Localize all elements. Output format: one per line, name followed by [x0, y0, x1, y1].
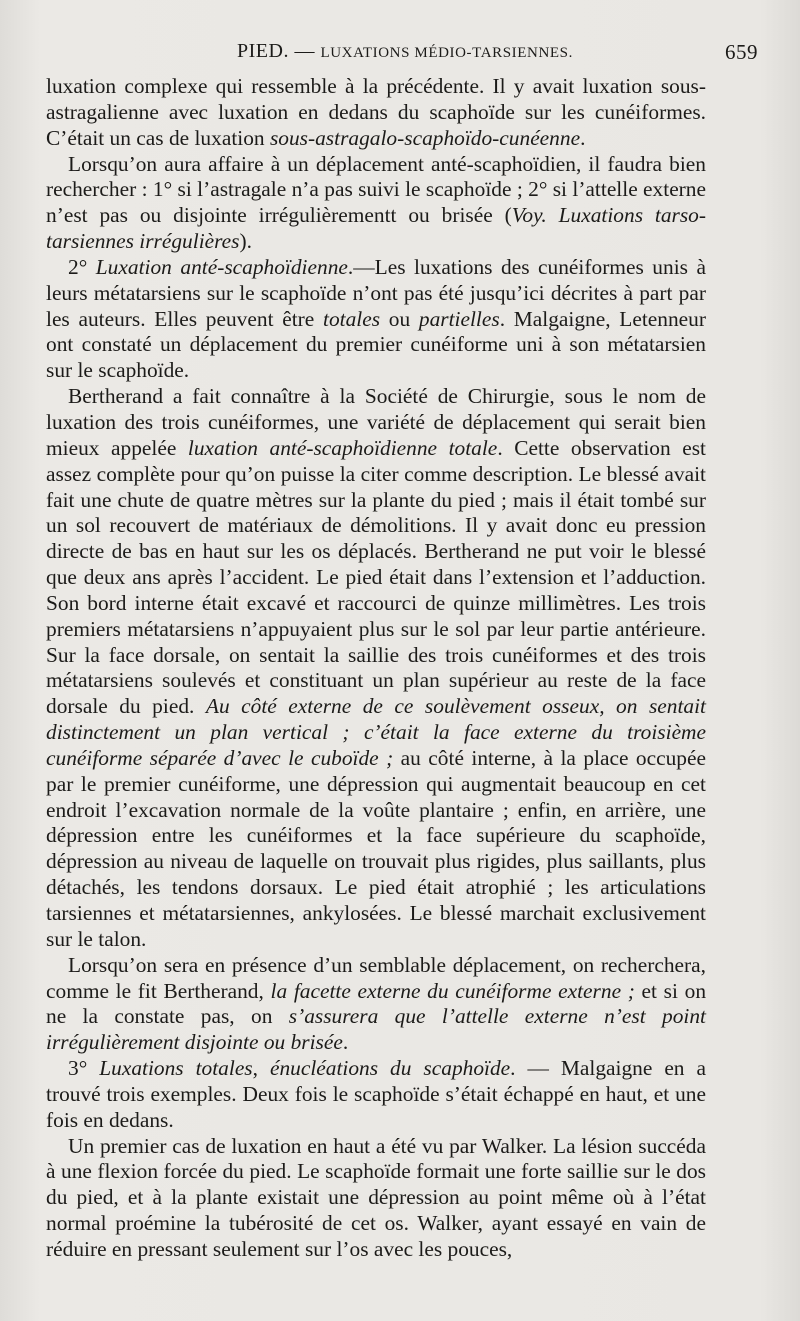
- chapter-title: PIED.: [237, 40, 289, 62]
- text-run: Bertherand a fait connaître à la Société de Chirurgie, sous le nom de luxation des trois cunéiformes, une variété de déplacement qui serait bien mieux appelée: [46, 384, 706, 460]
- text-run: .—Les luxations des cunéiformes unis à leurs métatarsiens sur le scaphoïde n’ont pas été jusqu’ici décrites à part par les auteurs. Elles peuvent être: [46, 254, 706, 331]
- text-run: luxation complexe qui ressemble à la précédente. Il y avait luxation sous-astragalienne avec luxation en dedans du scaphoïde sur les cunéiformes. C’était un cas de luxation: [46, 74, 706, 150]
- italic-run: sous-astragalo-scaphoïdo-cunéenne: [269, 125, 581, 150]
- paragraph: [46, 255, 706, 384]
- italic-run: Luxation anté-scaphoïdienne: [95, 254, 348, 279]
- paragraph: [46, 1056, 706, 1134]
- italic-run: partielles: [418, 306, 500, 331]
- section-title: LUXATIONS MÉDIO-TARSIENNES.: [320, 45, 573, 61]
- text-run: Un premier cas de luxation en haut a été vu par Walker. La lésion succéda à une flexion forcée du pied. Le scaphoïde formait une forte saillie sur le dos du pied, et à la plante existait une dépression au point même où à l’état normal proémine la tubérosité de cet os. Walker, ayant essayé en vain de réduire en pressant seulement sur l’os avec les pouces,: [46, 1133, 706, 1261]
- italic-run: Voy. Luxations tarso-tarsiennes irrégulières: [46, 203, 707, 254]
- paragraph: [46, 1134, 706, 1263]
- text-run: .: [342, 1030, 349, 1055]
- text-run: .: [580, 125, 586, 150]
- italic-run: Luxations totales: [99, 1056, 253, 1081]
- text-run: ,: [252, 1056, 270, 1081]
- italic-run: s’assurera que l’attelle externe n’est point irrégulièrement disjointe ou brisée: [46, 1004, 706, 1055]
- text-run: Lorsqu’on aura affaire à un déplacement anté-scaphoïdien, il faudra bien rechercher : 1° si l’astragale n’a pas suivi le scaphoïde ; 2° si l’attelle externe n’est pas ou disjointe irrégulièrementt ou brisée (: [46, 151, 706, 228]
- text-run: . Cette observation est assez complète pour qu’on puisse la citer comme description. Le blessé avait fait une chute de quatre mètres sur la plante du pied ; mais il était tombé sur un sol recouvert de matériaux de démolitions. Il y avait donc eu pression directe de bas en haut sur les os déplacés. Bertherand ne put voir le blessé que deux ans après l’accident. Le pied était dans l’extension et l’adduction. Son bord interne était excavé et raccourci de quinze millimètres. Les trois premiers métatarsiens n’appuyaient plus sur le sol par leur partie antérieure. Sur la face dorsale, on sentait la saillie des trois cunéiformes et des trois métatarsiens soulevés et constituant un plan supérieur au reste de la face dorsale du pied.: [46, 435, 707, 719]
- text-run: Lorsqu’on sera en présence d’un semblable déplacement, on recherchera, comme le fit Bertherand,: [46, 952, 706, 1003]
- italic-run: la facette externe du cunéiforme externe ;: [270, 978, 635, 1003]
- page-number: 659: [725, 40, 758, 64]
- italic-run: Au côté externe de ce soulèvement osseux, on sentait distinctement un plan vertical ; c’était la face externe du troisième cunéiforme séparée d’avec le cuboïde ;: [46, 694, 706, 770]
- header-title: [46, 40, 704, 63]
- text-run: ou: [380, 306, 419, 331]
- text-run: et si on ne la constate pas, on: [46, 978, 707, 1029]
- italic-run: énucléations du scaphoïde: [269, 1056, 511, 1081]
- header-dash: —: [294, 40, 315, 62]
- text-run: au côté interne, à la place occupée par le premier cunéiforme, une dépression qui augmentait beaucoup en cet endroit l’excavation normale de la voûte plantaire ; enfin, en arrière, une dépression entre les cunéiformes et la face supérieure du scaphoïde, dépression au niveau de laquelle on trouvait plus rigides, plus saillants, plus détachés, les tendons dorsaux. Le pied était atrophié ; les articulations tarsiennes et métatarsiennes, ankylosées. Le blessé marchait exclusivement sur le talon.: [46, 745, 706, 951]
- paragraph: [46, 74, 706, 152]
- text-run: . Malgaigne, Letenneur ont constaté un déplacement du premier cunéiforme uni à son métatarsien sur le scaphoïde.: [46, 306, 706, 383]
- text-run: ).: [239, 229, 252, 254]
- text-run: 2°: [68, 254, 96, 279]
- running-header: [46, 40, 758, 70]
- paragraph: [46, 384, 706, 953]
- text-run: . — Malgaigne en a trouvé trois exemples. Deux fois le scaphoïde s’était échappé en haut, et une fois en dedans.: [46, 1056, 706, 1132]
- italic-run: luxation anté-scaphoïdienne totale: [187, 435, 498, 460]
- italic-run: totales: [323, 306, 381, 331]
- body-text: [46, 74, 706, 1263]
- paragraph: [46, 152, 706, 255]
- paragraph: [46, 953, 706, 1056]
- text-run: 3°: [68, 1056, 100, 1081]
